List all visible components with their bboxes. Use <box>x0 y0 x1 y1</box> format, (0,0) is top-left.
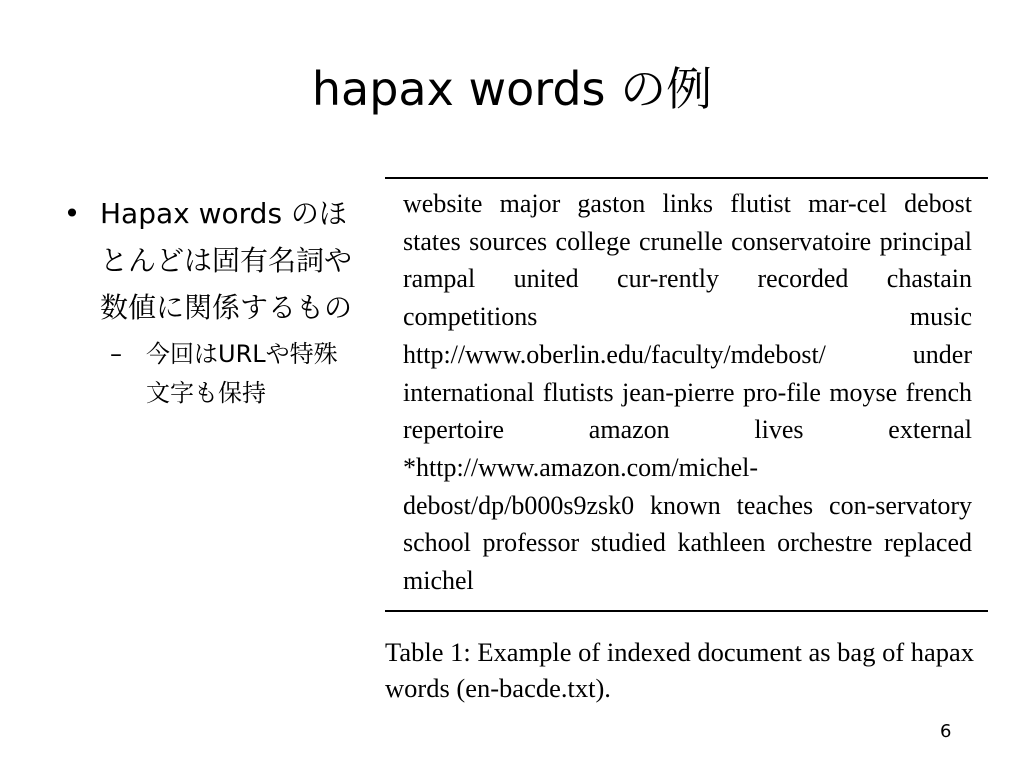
page-number: 6 <box>940 721 952 742</box>
sub-bullet-mark: – <box>110 340 122 368</box>
bullet-mark: • <box>63 197 81 230</box>
table-bottom-rule <box>385 610 988 612</box>
hapax-word-list: website major gaston links flutist mar-cel debost states sources college crunelle conservatoire principal rampal united cur-rently recorded chastain competitions music http://www.oberlin.edu/faculty/mdebost/ under international flutists jean-pierre pro-file moyse french repertoire amazon lives external *http://www.amazon.com/michel-debost/dp/b000s9zsk0 known teaches con-servatory school professor studied kathleen orchestre replaced michel <box>403 189 972 596</box>
sub-bullet-text: 今回はURLや特殊文字も保持 <box>146 340 338 407</box>
bullet-item <box>62 190 372 331</box>
bullet-text: Hapax words のほとんどは固有名詞や数値に関係するもの <box>100 197 353 324</box>
table-caption: Table 1: Example of indexed document as bag of hapax words (en-bacde.txt). <box>385 637 975 703</box>
table-top-rule <box>385 177 988 179</box>
slide-title: hapax words の例 <box>311 62 713 116</box>
bullet-list <box>62 190 372 413</box>
sub-bullet-item <box>62 335 372 413</box>
table-figure <box>385 177 988 612</box>
